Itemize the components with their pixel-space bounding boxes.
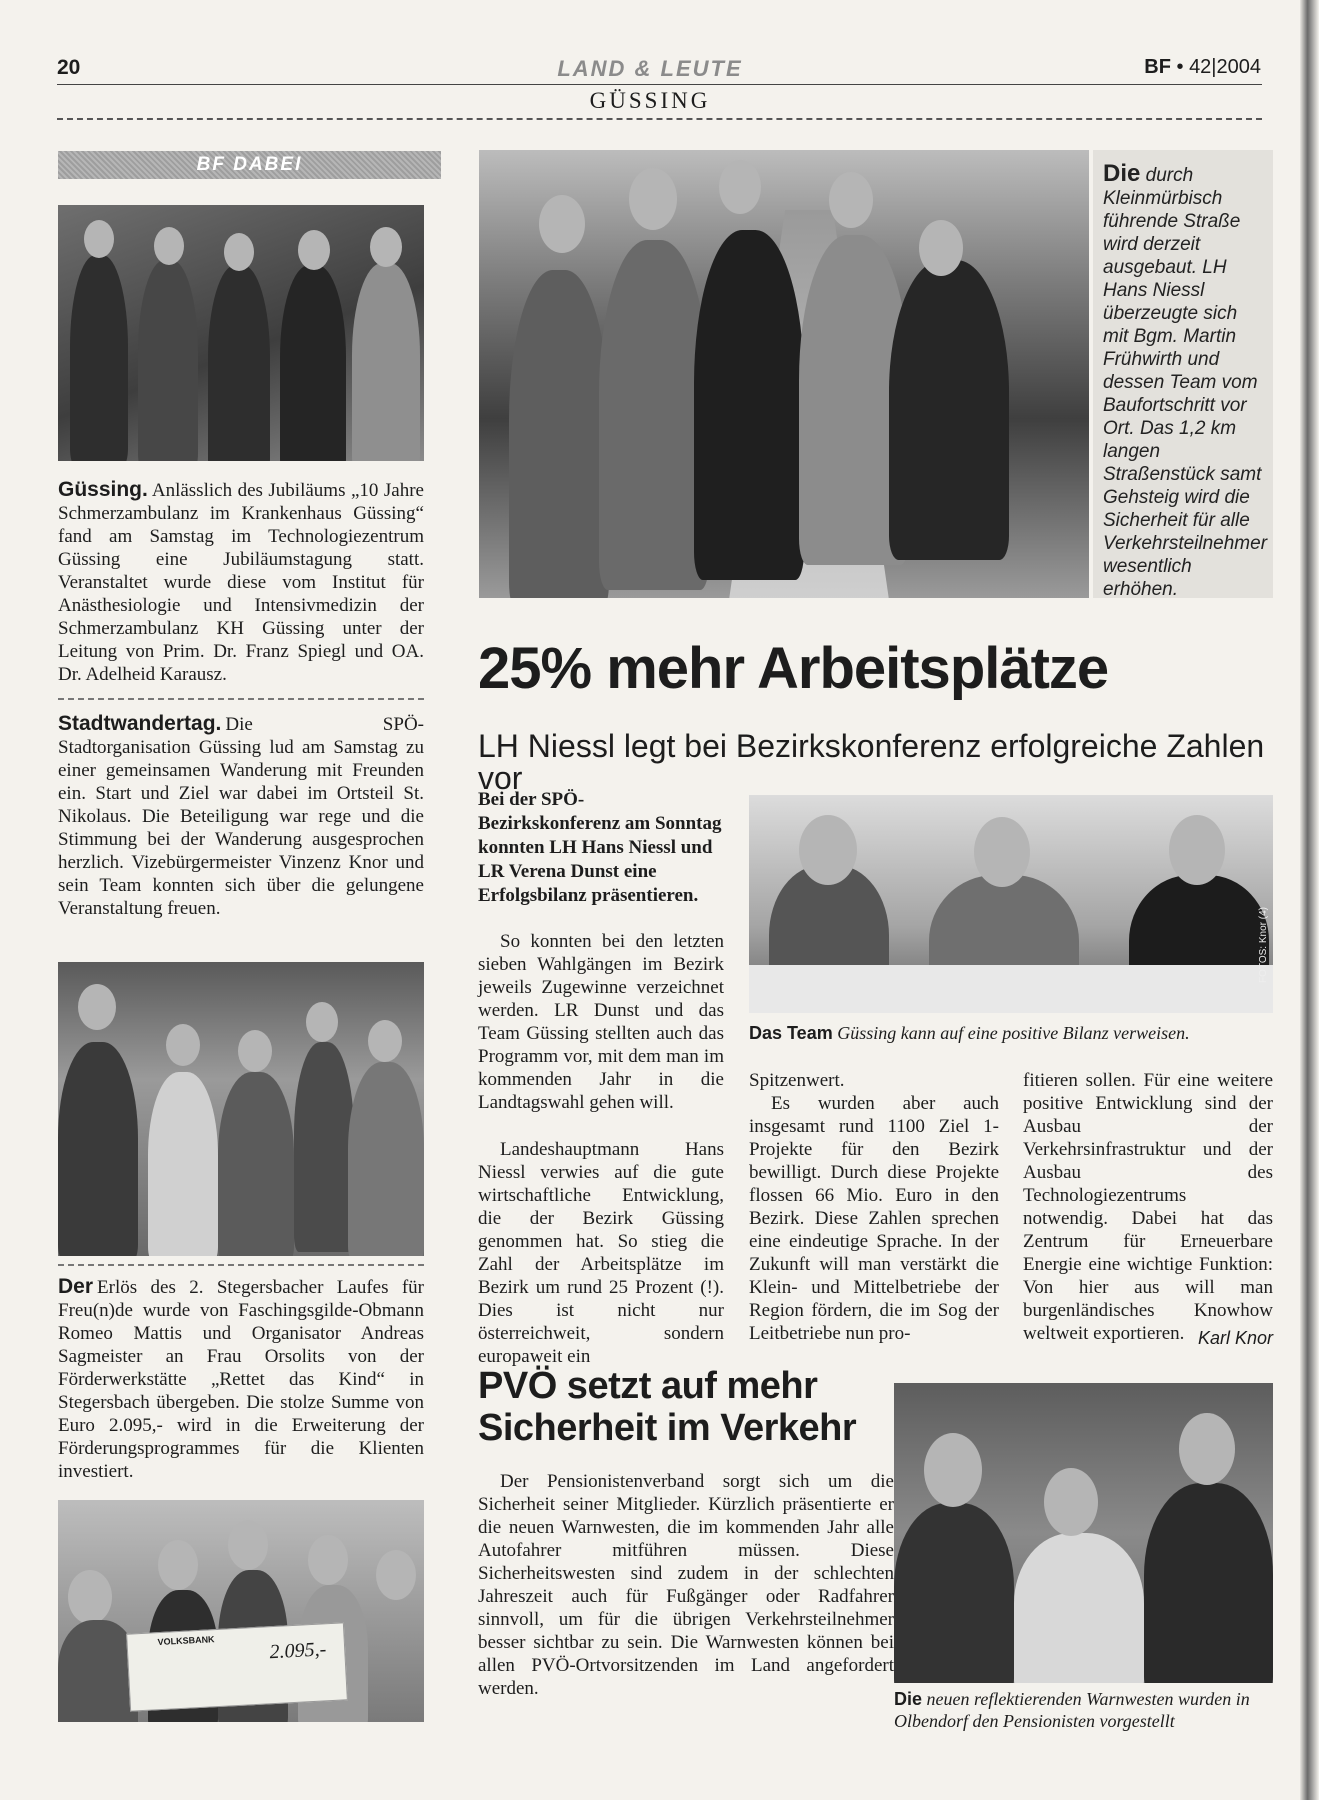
article-column-2b: Es wurden aber auch insgesamt rund 1100 Ziel 1-Projekte für den Bezirk bewilligt. Durch diese Projekte flossen 66 Mio. Euro in den Bezirk. Diese Zahlen sprechen eine eindeutige Sprache. In der Zukunft will man verstärkt die Klein- und Mittelbetriebe der Region fördern, die im Sog der Leitbetriebe nun pro- — [749, 1093, 999, 1344]
check-bank-name: VOLKSBANK — [157, 1634, 215, 1648]
photo-warning-vests — [894, 1383, 1273, 1683]
article-column-2: Spitzenwert. — [749, 1070, 845, 1091]
article2-headline — [478, 1365, 898, 1449]
article-subhead: LH Niessl legt bei Bezirkskonferenz erfolgreiche Zahlen vor — [478, 728, 1265, 796]
conference-photo-caption — [749, 1022, 1273, 1044]
publication-name: BF — [1144, 56, 1171, 78]
header-dashed-rule — [57, 118, 1262, 120]
article2-body: Der Pensionistenverband sorgt sich um die Sicherheit seiner Mitglieder. Kürzlich präsentierte er die neuen Warnwesten, die im kommenden Jahr alle Autofahrer mitführen müssen. Diese Sicherheitswesten sind zudem in der schlechten Jahreszeit auch für Fußgänger oder Radfahrer sinnvoll, um für die übrigen Verkehrsteilnehmer besser sichtbar zu sein. Die Warnwesten können bei allen PVÖ-Ortvorsitzenden im Land angefordert werden. — [478, 1471, 894, 1699]
town-heading: GÜSSING — [589, 88, 711, 113]
sidebar-item-stadtwandertag — [58, 712, 424, 920]
sidebar-label: BF DABEI — [58, 151, 441, 179]
sidebar-divider — [58, 698, 424, 700]
section-title: LAND & LEUTE — [557, 56, 743, 81]
caption-lead: Die — [1103, 160, 1141, 187]
caption-text: neuen reflektierenden Warnwesten wurden in Olbendorf den Pensionisten vorgestellt — [894, 1689, 1250, 1731]
caption-lead: Die — [894, 1689, 923, 1709]
article-column-1: So konnten bei den letzten sieben Wahlgängen im Bezirk jeweils Zugewinne verzeichnet werden. LR Dunst und das Team Güssing stellten auch das Programm vor, mit dem man im kommenden Jahr in die Landtagswahl gehen will. — [478, 931, 724, 1113]
caption-text: Güssing kann auf eine positive Bilanz verweisen. — [837, 1023, 1190, 1043]
top-photo-caption — [1093, 150, 1273, 598]
issue-number: 42|2004 — [1189, 56, 1261, 78]
photo-credit: FOTOS: Knor (4) — [1258, 907, 1269, 983]
vests-photo-caption — [894, 1688, 1273, 1732]
sidebar-item-text: Anlässlich des Jubiläums „10 Jahre Schmerzambulanz im Krankenhaus Güssing“ fand am Samstag im Technologiezentrum Güssing eine Jubiläumstagung statt. Veranstaltet wurde diese vom Institut für Anästhesiologie und Intensivmedizin der Schmerzambulanz KH Güssing unter der Leitung von Prim. Dr. Franz Spiegl und OA. Dr. Adelheid Karausz. — [58, 480, 424, 685]
headline-line: Sicherheit im Verkehr — [478, 1407, 857, 1449]
sidebar-item-lead: Stadtwandertag. — [58, 712, 222, 735]
photo-check-handover — [58, 1500, 424, 1722]
sidebar-divider — [58, 1264, 424, 1266]
article-headline: 25% mehr Arbeitsplätze — [478, 636, 1109, 701]
sidebar-item-donation — [58, 1275, 424, 1483]
photo-hiking-group — [58, 962, 424, 1256]
article-column-1b: Landeshauptmann Hans Niessl verwies auf die gute wirtschaftliche Entwicklung, die der Bezirk Güssing genommen hat. So stieg die Zahl der Arbeitsplätze im Bezirk um rund 25 Prozent (!). Dies ist nicht nur österreichweit, sondern europaweit ein — [478, 1139, 724, 1367]
sidebar-item-text: Erlös des 2. Stegersbacher Laufes für Freu(n)de wurde von Faschingsgilde-Obmann Romeo Mattis und Organisator Andreas Sagmeister an Frau Orsolits von der Förderwerkstätte „Rettet das Kind“ in Stegersbach übergeben. Die stolze Summe von Euro 2.095,- wird in die Erweiterung der Förderungsprogrammes für die Klienten investiert. — [58, 1277, 424, 1482]
sidebar-item-lead: Der — [58, 1275, 94, 1298]
article-intro: Bei der SPÖ-Bezirkskonferenz am Sonntag konnten LH Hans Niessl und LR Verena Dunst eine Erfolgsbilanz präsentieren. — [478, 789, 722, 906]
photo-jubilee-group — [58, 205, 424, 461]
check-amount: 2.095,- — [269, 1638, 327, 1664]
photo-conference-table — [749, 795, 1273, 1013]
sidebar-item-guessing — [58, 478, 424, 686]
sidebar-item-text: Die SPÖ-Stadtorganisation Güssing lud am Samstag zu einer gemeinsamen Wanderung mit Freunden ein. Start und Ziel war dabei im Ortsteil St. Nikolaus. Die Beteiligung war rege und die Stimmung bei der Wanderung ausgesprochen herzlich. Vizebürgermeister Vinzenz Knor und sein Team konnten sich über die gelungene Veranstaltung freuen. — [58, 714, 424, 919]
article-author: Karl Knor — [1197, 1328, 1273, 1348]
issue-info — [1144, 56, 1261, 79]
caption-lead: Das Team — [749, 1023, 833, 1043]
photo-road-construction — [479, 150, 1089, 598]
sidebar-item-lead: Güssing. — [58, 478, 148, 501]
headline-line: PVÖ setzt auf mehr — [478, 1365, 818, 1407]
header-rule — [57, 84, 1262, 85]
page-number: 20 — [57, 56, 81, 79]
caption-text: durch Kleinmürbisch führende Straße wird derzeit ausgebaut. LH Hans Niessl überzeugte sich mit Bgm. Martin Frühwirth und dessen Team vom Baufortschritt vor Ort. Das 1,2 km langen Straßenstück samt Gehsteig wird die Sicherheit für alle Verkehrsteilnehmer wesentlich erhöhen. — [1103, 165, 1268, 600]
article-column-3: fitieren sollen. Für eine weitere positive Entwicklung sind der Ausbau der Verkehrsinfrastruktur und der Ausbau des Technologiezentrums notwendig. Dabei hat das Zentrum für Erneuerbare Energie eine wichtige Funktion: Von hier aus will man burgenländisches Knowhow weltweit exportieren. — [1023, 1070, 1273, 1344]
donation-check — [126, 1622, 348, 1711]
issue-separator: • — [1176, 56, 1184, 78]
page-spine — [1300, 0, 1319, 1800]
